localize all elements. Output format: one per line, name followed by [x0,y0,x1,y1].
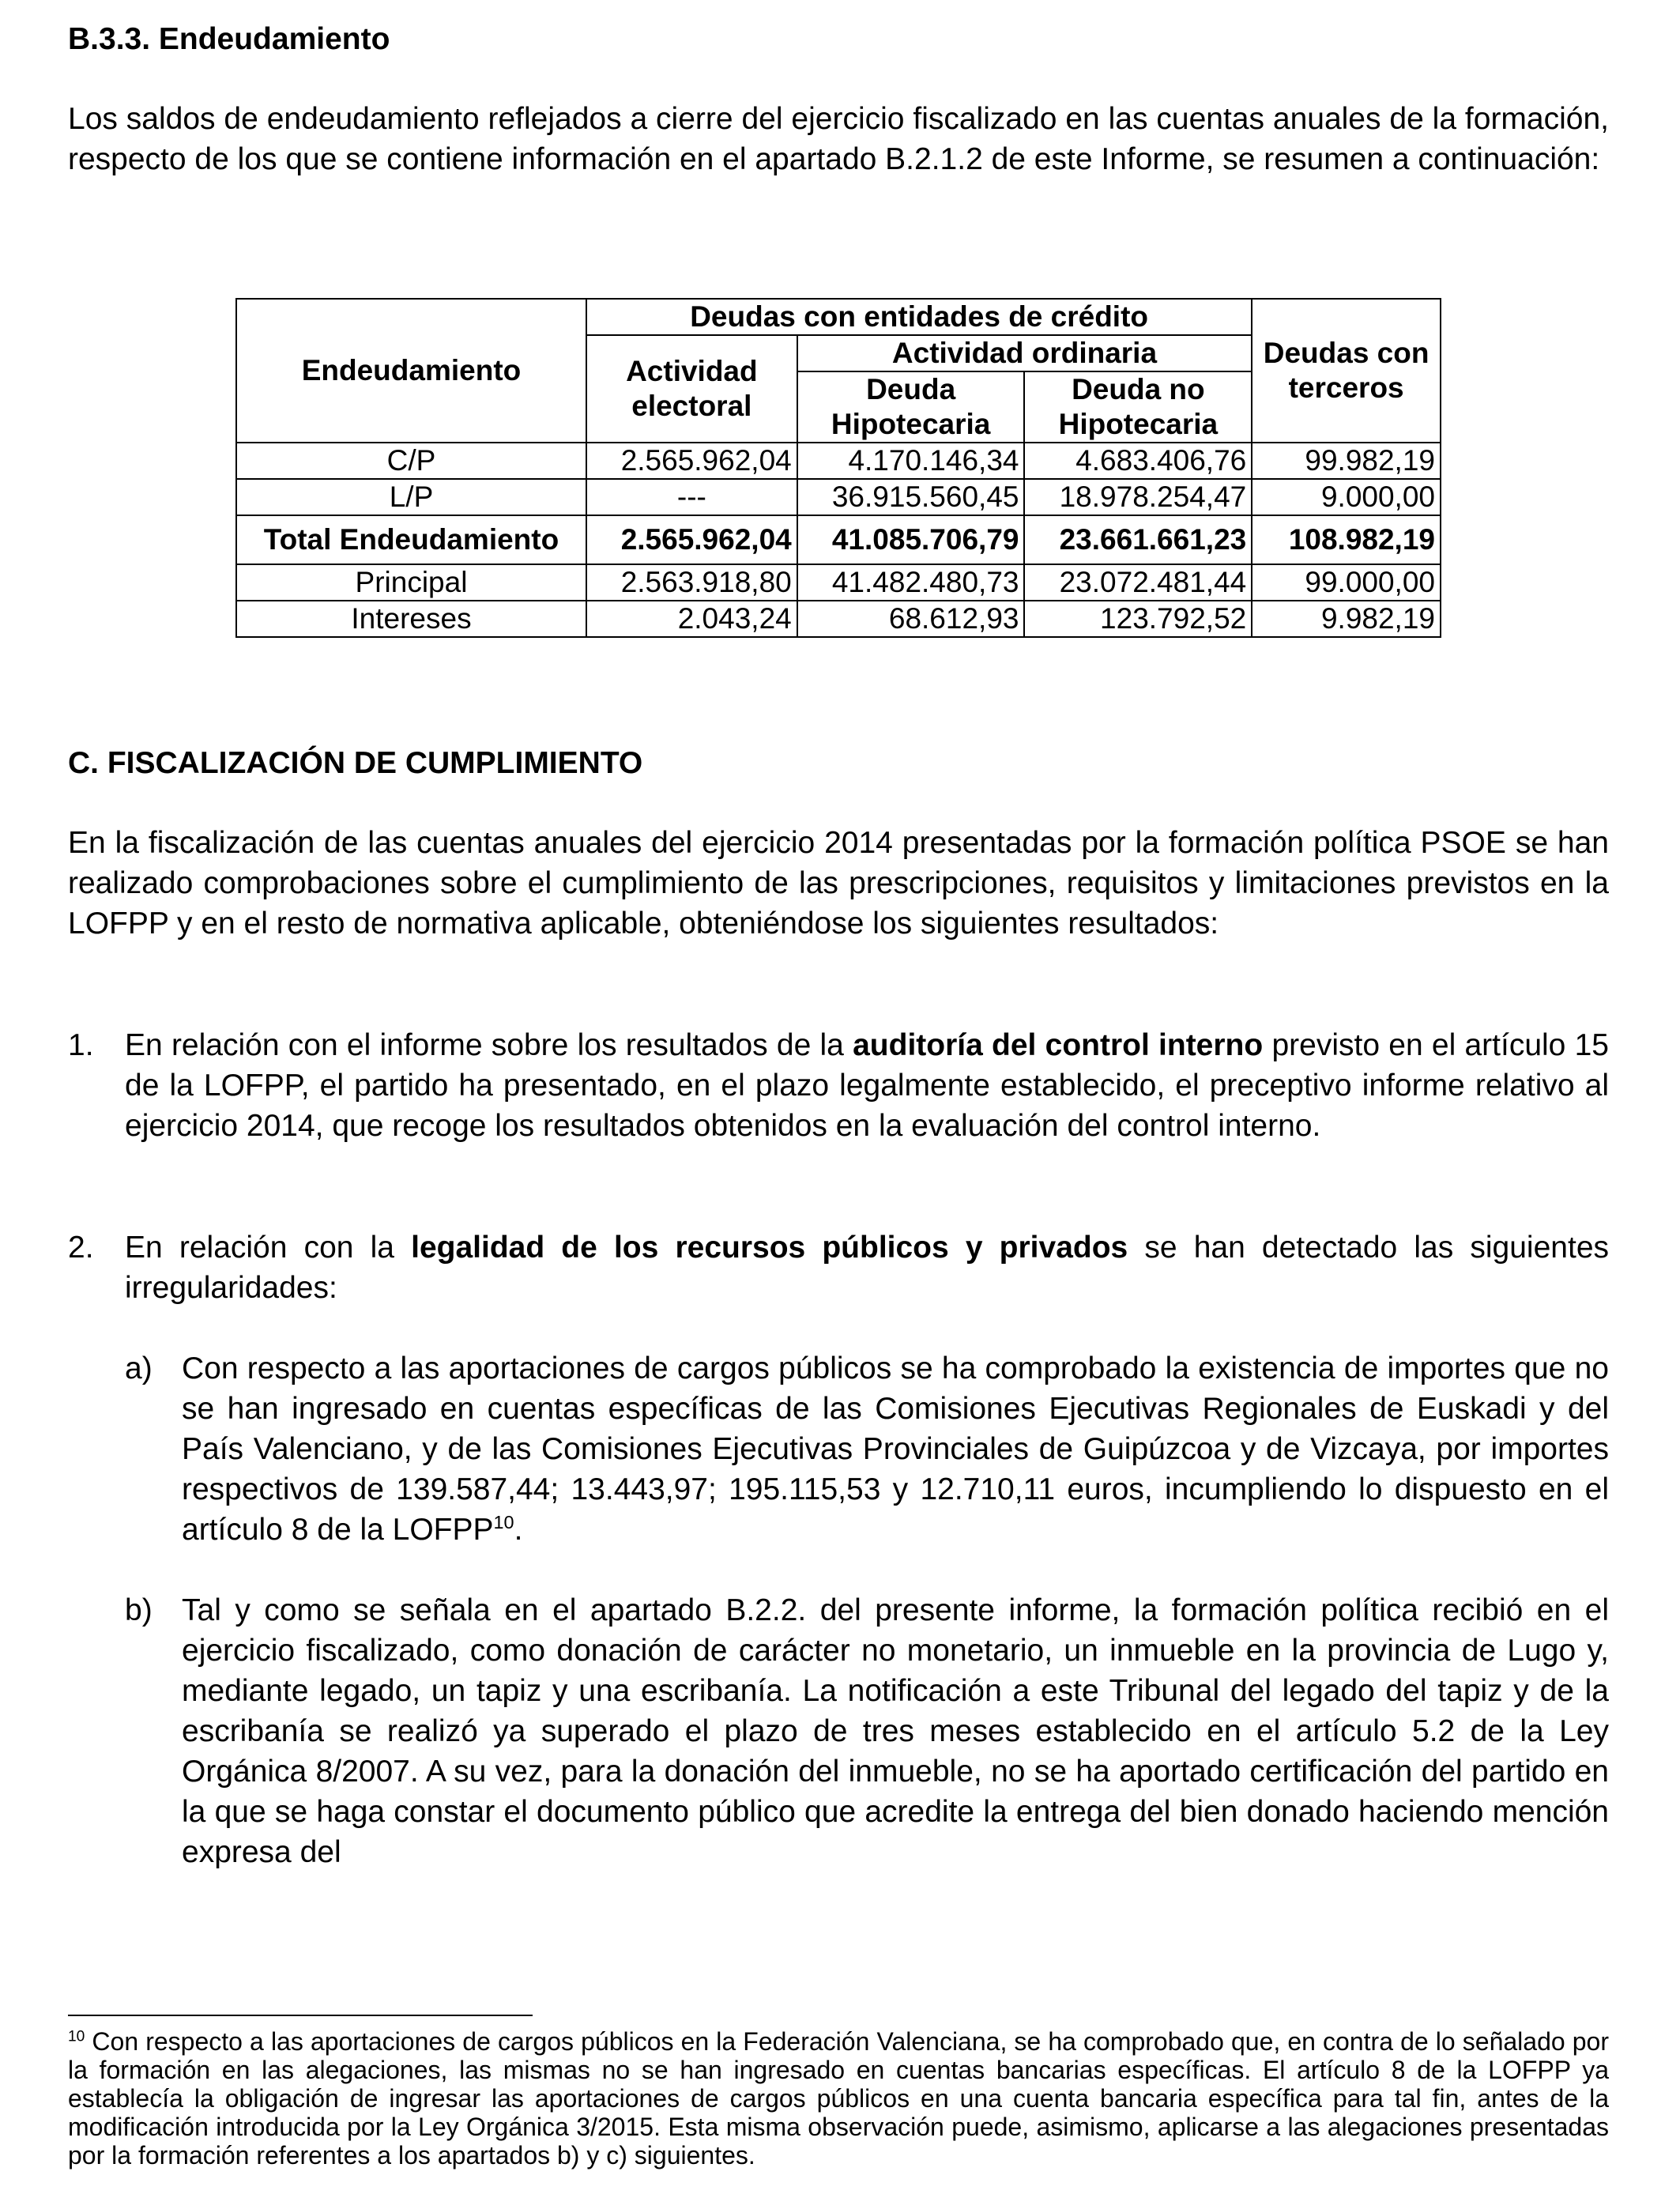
table-row [236,601,1441,637]
item-1-post: previsto en el artículo 15 de la LOFPP, el partido ha presentado, en el plazo legalmente establecido, el preceptivo informe relativo al ejercicio 2014, que recoge los resultados obtenidos en la evaluación del control interno. [125,1028,1609,1143]
cell-no-hipotecaria: 123.792,52 [1024,601,1252,637]
row-label: Intereses [236,601,586,637]
header-actividad-ordinaria: Actividad ordinaria [797,335,1252,371]
table-row [236,443,1441,479]
item-2a-body: Con respecto a las aportaciones de cargos públicos se ha comprobado la existencia de importes que no se han ingresado en cuentas específicas de las Comisiones Ejecutivas Regionales de Euskadi y del País Valenciano, y de las Comisiones Ejecutivas Provinciales de Guipúzcoa y de Vizcaya, por importes respectivos de 139.587,44; 13.443,97; 195.115,53 y 12.710,11 euros, incumpliendo lo dispuesto en el artículo 8 de la LOFPP [182,1351,1609,1547]
item-2a-end: . [514,1513,523,1547]
footnote-separator [68,2015,533,2016]
cell-hipotecaria: 4.170.146,34 [797,443,1025,479]
cell-hipotecaria: 41.085.706,79 [797,515,1025,564]
cell-electoral: 2.565.962,04 [586,443,797,479]
item-2a-text [182,1348,1609,1550]
cell-no-hipotecaria: 18.978.254,47 [1024,479,1252,515]
cell-no-hipotecaria: 23.661.661,23 [1024,515,1252,564]
item-2b-marker: b) [125,1593,153,1627]
header-actividad-electoral: Actividad electoral [586,335,797,443]
section-heading-fiscalizacion: C. FISCALIZACIÓN DE CUMPLIMIENTO [68,746,643,780]
item-2-pre: En relación con la [125,1231,412,1265]
cell-hipotecaria: 36.915.560,45 [797,479,1025,515]
item-2-bold: legalidad de los recursos públicos y privados [411,1231,1128,1265]
row-label: L/P [236,479,586,515]
item-1-pre: En relación con el informe sobre los resultados de la [125,1028,853,1062]
cell-electoral: --- [586,479,797,515]
cell-no-hipotecaria: 23.072.481,44 [1024,564,1252,601]
footnote-number: 10 [68,2028,85,2045]
cell-electoral: 2.563.918,80 [586,564,797,601]
fiscalizacion-intro: En la fiscalización de las cuentas anuales del ejercicio 2014 presentadas por la formación política PSOE se han realizado comprobaciones sobre el cumplimiento de las prescripciones, requisitos y limitaciones previstos en la LOFPP y en el resto de normativa aplicable, obteniéndose los siguientes resultados: [68,826,1609,941]
cell-terceros: 9.000,00 [1252,479,1441,515]
header-entidades-credito: Deudas con entidades de crédito [586,299,1252,335]
footnote-text: Con respecto a las aportaciones de cargos públicos en la Federación Valenciana, se ha comprobado que, en contra de lo señalado por la formación en las alegaciones, las mismas no se han ingresado en cuentas bancarias específicas. El artículo 8 de la LOFPP ya establecía la obligación de ingresar las aportaciones de cargos públicos en una cuenta bancaria específica para tal fin, antes de la modificación introducida por la Ley Orgánica 3/2015. Esta misma observación puede, asimismo, aplicarse a las alegaciones presentadas por la formación referentes a los apartados b) y c) siguientes. [68,2027,1609,2169]
cell-hipotecaria: 68.612,93 [797,601,1025,637]
debt-table [235,298,1441,638]
item-2a-marker: a) [125,1351,153,1385]
footnote [68,2027,1609,2169]
cell-terceros: 108.982,19 [1252,515,1441,564]
table-row [236,479,1441,515]
row-label: Total Endeudamiento [236,515,586,564]
item-1-text [125,1025,1609,1146]
cell-electoral: 2.043,24 [586,601,797,637]
item-2-post: se han detectado las siguientes irregularidades: [125,1231,1610,1305]
endeudamiento-intro: Los saldos de endeudamiento reflejados a cierre del ejercicio fiscalizado en las cuentas anuales de la formación, respecto de los que se contiene información en el apartado B.2.1.2 de este Informe, se resumen a continuación: [68,102,1609,176]
item-2-marker: 2. [68,1231,94,1265]
table-row [236,564,1441,601]
header-endeudamiento: Endeudamiento [236,299,586,443]
header-deuda-hipotecaria: Deuda Hipotecaria [797,371,1025,443]
cell-electoral: 2.565.962,04 [586,515,797,564]
header-deudas-terceros: Deudas con terceros [1252,299,1441,443]
section-heading-endeudamiento: B.3.3. Endeudamiento [68,22,390,56]
item-2-text [125,1227,1609,1308]
cell-terceros: 99.000,00 [1252,564,1441,601]
header-deuda-no-hipotecaria: Deuda no Hipotecaria [1024,371,1252,443]
cell-hipotecaria: 41.482.480,73 [797,564,1025,601]
footnote-ref: 10 [493,1512,514,1532]
cell-terceros: 9.982,19 [1252,601,1441,637]
item-1-marker: 1. [68,1028,94,1062]
item-2b-text: Tal y como se señala en el apartado B.2.2. del presente informe, la formación política recibió en el ejercicio fiscalizado, como donación de carácter no monetario, un inmueble en la provincia de Lugo y, mediante legado, un tapiz y una escribanía. La notificación a este Tribunal del legado del tapiz y de la escribanía se realizó ya superado el plazo de tres meses establecido en el artículo 5.2 de la Ley Orgánica 8/2007. A su vez, para la donación del inmueble, no se ha aportado certificación del partido en la que se haga constar el documento público que acredite la entrega del bien donado haciendo mención expresa del [182,1593,1609,1869]
cell-terceros: 99.982,19 [1252,443,1441,479]
row-label: Principal [236,564,586,601]
table-row-total [236,515,1441,564]
row-label: C/P [236,443,586,479]
item-1-bold: auditoría del control interno [853,1028,1264,1062]
cell-no-hipotecaria: 4.683.406,76 [1024,443,1252,479]
